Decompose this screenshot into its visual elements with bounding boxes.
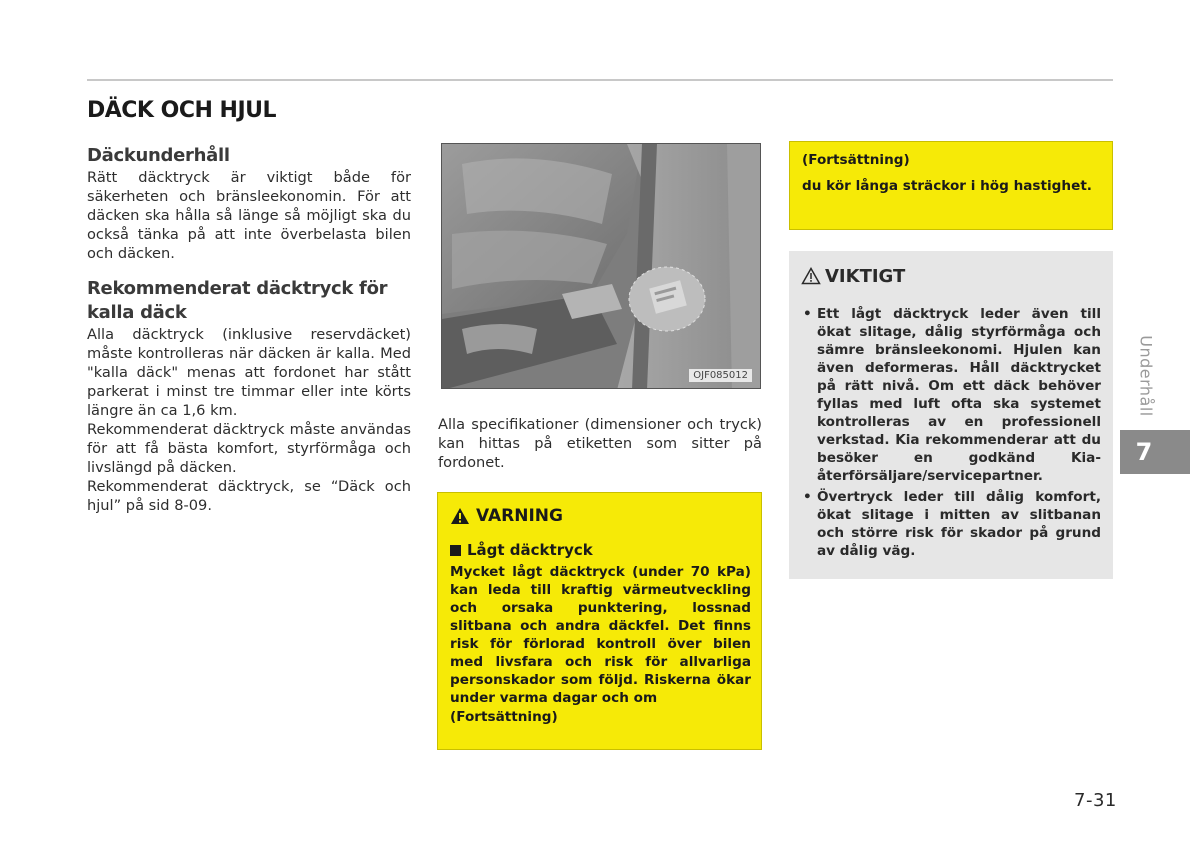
square-bullet-icon	[450, 545, 461, 556]
notice-list	[801, 305, 1101, 560]
notice-title-text: VIKTIGT	[825, 265, 906, 287]
continued-body: du kör långa sträckor i hög hastighet.	[802, 178, 1092, 194]
paragraph-specifications: Alla specifikationer (dimensioner och tryck) kan hittas på etiketten som sitter på fordonet.	[438, 416, 762, 471]
page-title: DÄCK OCH HJUL	[87, 98, 277, 123]
warning-box	[437, 492, 762, 750]
notice-item-text: Övertryck leder till dålig komfort, ökat slitage i mitten av slitbanan och större risk för skador på grund av dålig väg.	[817, 489, 1101, 559]
warning-continuation: (Fortsättning)	[450, 709, 558, 725]
paragraph-cold-tires: Alla däcktryck (inklusive reservdäcket) måste kontrolleras när däcken är kalla. Med "kalla däck" menas att fordonet har stått parkerat i minst tre timmar eller inte körts längre än ca 1,6 km.	[87, 326, 411, 419]
section-heading-cold-pressure: Rekommenderat däcktryck för kalla däck	[87, 278, 388, 323]
paragraph-reference: Rekommenderat däcktryck, se “Däck och hjul” på sid 8-09.	[87, 478, 411, 514]
warning-triangle-icon	[450, 507, 470, 525]
page-number: 7-31	[1074, 790, 1117, 811]
figure-code: OJF085012	[689, 369, 752, 382]
warning-body: Mycket lågt däcktryck (under 70 kPa) kan leda till kraftig värmeutveckling och orsaka punktering, lossnad slitbana och andra däckfel. Det finns risk för förlorad kontroll över bilen med livsfara och risk för allvarliga personskador som följd. Riskerna ökar under varma dagar och om	[450, 564, 751, 706]
continued-warning-box	[789, 141, 1113, 230]
left-column	[87, 144, 411, 515]
door-pillar-label-photo	[441, 143, 761, 389]
continued-label: (Fortsättning)	[802, 152, 910, 168]
warning-subtitle-text: Lågt däcktryck	[467, 541, 593, 559]
top-rule	[87, 79, 1113, 81]
caution-triangle-icon	[801, 267, 821, 285]
notice-title	[801, 261, 1101, 291]
notice-item-text: Ett lågt däcktryck leder även till ökat slitage, dålig styrförmåga och sämre bränsleekonomi. Hjulen kan även deformeras. Håll däcktrycket på rätt nivå. Om ett däck behöver fyllas med luft ofta ska systemet kontrolleras av en professionell verkstad. Kia rekommenderar att du besöker en godkänd Kia-återförsäljare/servicepartner.	[817, 306, 1101, 484]
warning-title	[450, 501, 751, 531]
car-interior-illustration	[442, 144, 761, 389]
list-item: • Ett lågt däcktryck leder även till ökat slitage, dålig styrförmåga och sämre bränsleekonomi. Hjulen kan även deformeras. Håll däcktrycket på rätt nivå. Om ett däck behöver fyllas med luft ofta ska systemet kontrolleras av en professionell verkstad. Kia rekommenderar att du besöker en godkänd Kia-återförsäljare/servicepartner.	[803, 306, 1101, 484]
chapter-tab: 7	[1120, 430, 1190, 474]
section-side-label	[1131, 330, 1161, 422]
notice-box	[789, 251, 1113, 579]
warning-title-text: VARNING	[476, 506, 563, 526]
paragraph-tire-care: Rätt däcktryck är viktigt både för säkerheten och bränsleekonomin. För att däcken ska hålla så länge så möjligt ska du också tänka på att inte överbelasta bilen och däcken.	[87, 169, 411, 262]
warning-subtitle	[450, 541, 751, 559]
paragraph-recommended-pressure: Rekommenderat däcktryck måste användas för att få bästa komfort, styrförmåga och livslängd på däcken.	[87, 421, 411, 476]
section-side-label-text: Underhåll	[1136, 335, 1156, 417]
section-heading-tire-care: Däckunderhåll	[87, 145, 230, 166]
list-item: • Övertryck leder till dålig komfort, ökat slitage i mitten av slitbanan och större risk för skador på grund av dålig väg.	[803, 489, 1101, 559]
